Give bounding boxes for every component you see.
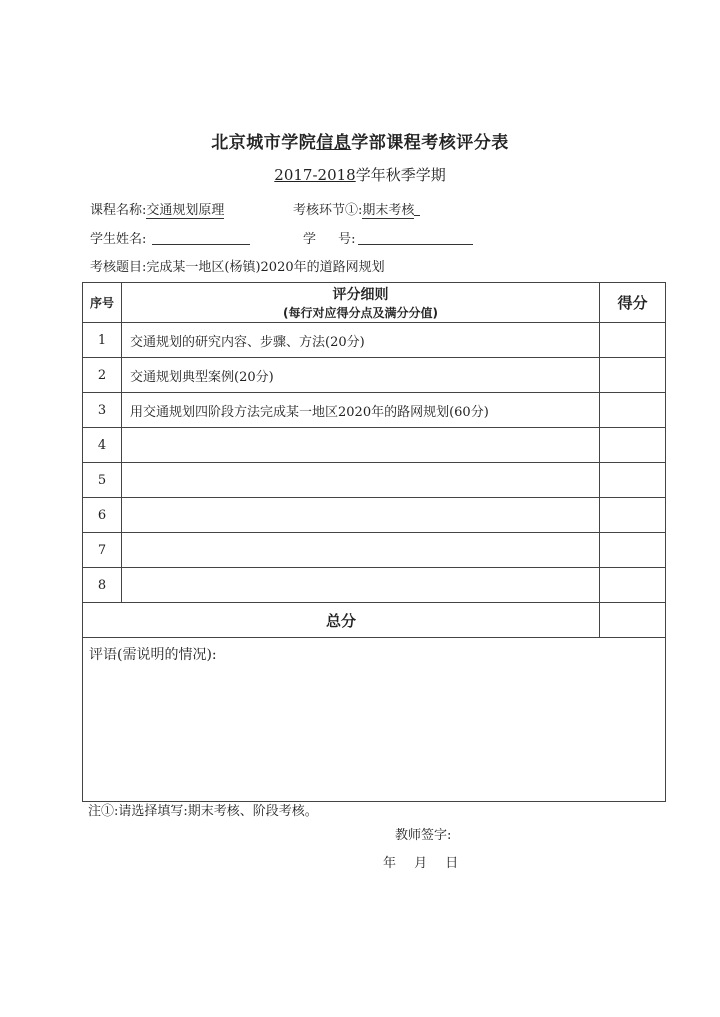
table-row — [83, 358, 666, 393]
row-number: 7 — [83, 533, 122, 568]
table-row — [83, 393, 666, 428]
row-score-cell[interactable] — [600, 498, 666, 533]
row-criteria — [122, 498, 600, 533]
header-seq-no: 序号 — [83, 283, 122, 323]
table-row — [83, 533, 666, 568]
row-score-cell[interactable] — [600, 428, 666, 463]
row-number: 4 — [83, 428, 122, 463]
row-score-cell[interactable] — [600, 568, 666, 603]
teacher-signature-label: 教师签字: — [395, 828, 452, 843]
row-number: 5 — [83, 463, 122, 498]
student-id-field: 学 号: — [303, 228, 473, 247]
header-grading-criteria: 评分细则 (每行对应得分点及满分分值) — [122, 283, 600, 323]
table-row — [83, 428, 666, 463]
row-score-cell[interactable] — [600, 533, 666, 568]
row-criteria — [122, 568, 600, 603]
footnote: 注①:请选择填写:期末考核、阶段考核。 — [88, 804, 318, 819]
row-criteria — [122, 428, 600, 463]
header-score: 得分 — [600, 283, 666, 323]
row-number: 1 — [83, 323, 122, 358]
assessment-topic-field: 考核题目:完成某一地区(杨镇)2020年的道路网规划 — [90, 260, 385, 275]
row-criteria — [122, 463, 600, 498]
table-header-row — [83, 283, 666, 323]
row-number: 3 — [83, 393, 122, 428]
row-criteria: 用交通规划四阶段方法完成某一地区2020年的路网规划(60分) — [122, 393, 600, 428]
grading-table — [82, 282, 666, 802]
assessment-stage-field: 考核环节①:期末考核 — [293, 199, 420, 219]
row-criteria: 交通规划的研究内容、步骤、方法(20分) — [122, 323, 600, 358]
table-row — [83, 568, 666, 603]
total-score-cell[interactable] — [600, 603, 666, 638]
table-row — [83, 498, 666, 533]
student-name-blank[interactable] — [152, 231, 250, 245]
total-row — [83, 603, 666, 638]
remarks-label: 评语(需说明的情况): — [89, 647, 217, 663]
row-score-cell[interactable] — [600, 358, 666, 393]
row-score-cell[interactable] — [600, 393, 666, 428]
row-score-cell[interactable] — [600, 323, 666, 358]
remarks-row — [83, 638, 666, 802]
table-row — [83, 323, 666, 358]
signature-date: 年 月 日 — [383, 856, 459, 871]
row-number: 8 — [83, 568, 122, 603]
form-title: 北京城市学院信息学部课程考核评分表 — [211, 133, 509, 153]
row-score-cell[interactable] — [600, 463, 666, 498]
row-number: 2 — [83, 358, 122, 393]
total-label: 总分 — [83, 603, 600, 638]
row-criteria: 交通规划典型案例(20分) — [122, 358, 600, 393]
student-id-blank[interactable] — [358, 231, 473, 245]
course-name-field: 课程名称:交通规划原理 — [90, 203, 225, 218]
table-row — [83, 463, 666, 498]
student-name-field: 学生姓名: — [90, 228, 250, 247]
semester-line: 2017-2018学年秋季学期 — [274, 166, 446, 184]
row-number: 6 — [83, 498, 122, 533]
remarks-box[interactable] — [83, 638, 666, 802]
row-criteria — [122, 533, 600, 568]
